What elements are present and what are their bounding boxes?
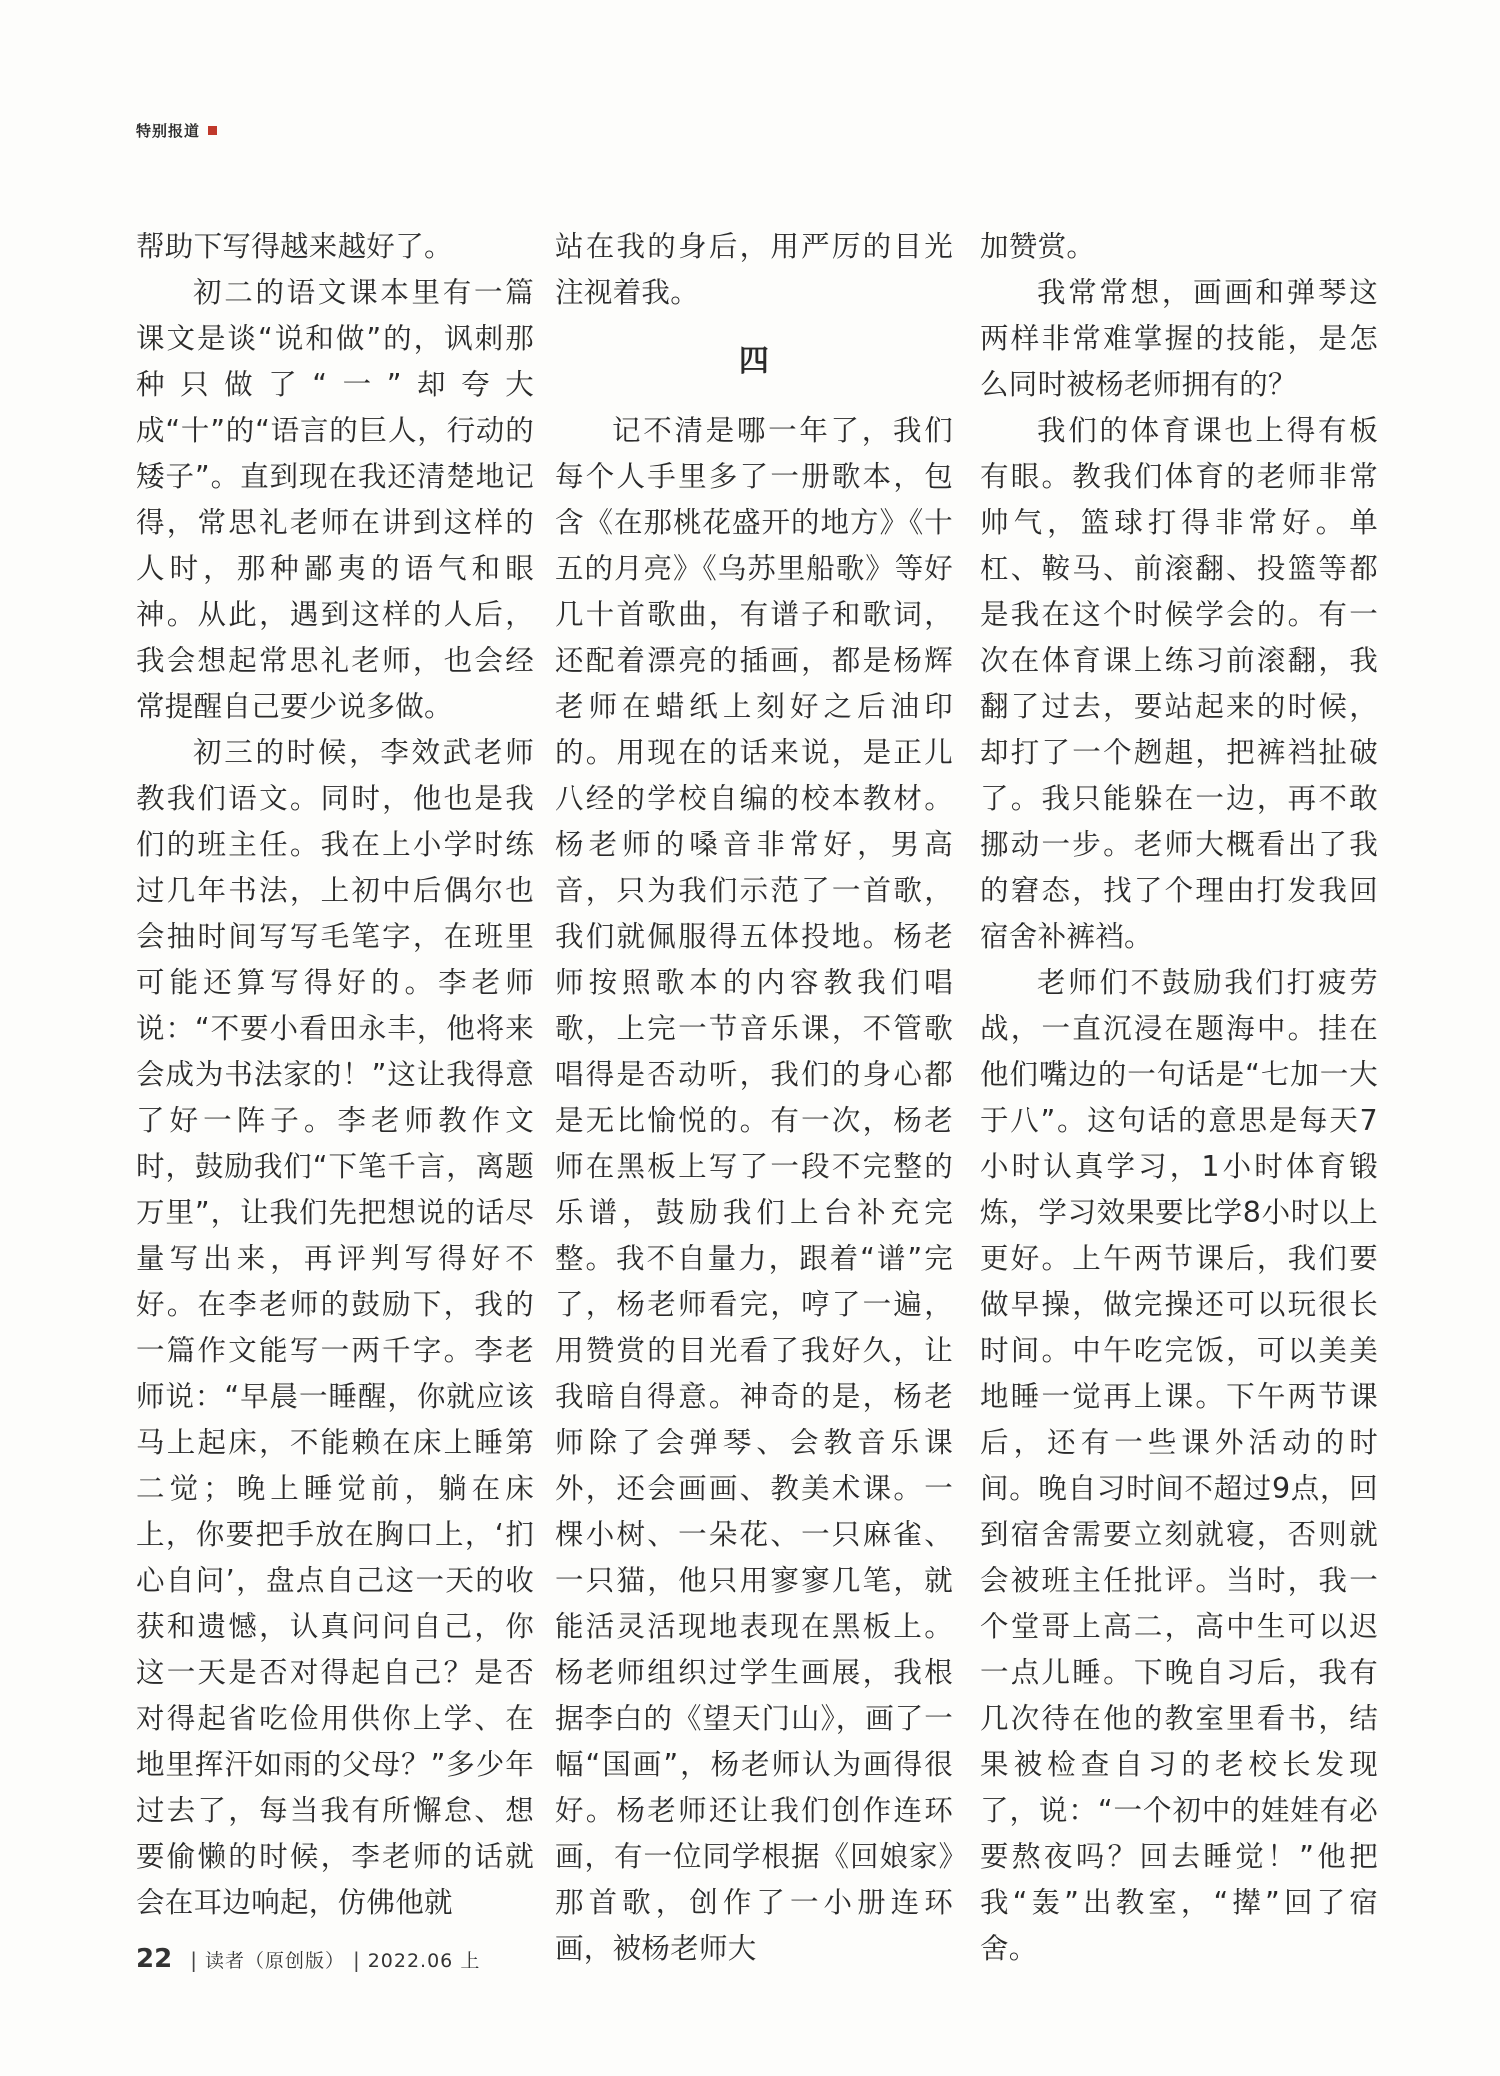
page-number: 22 <box>136 1944 173 1974</box>
paragraph: 加赞赏。 <box>980 230 1096 263</box>
issue-date: 2022.06 上 <box>367 1950 481 1972</box>
text-column-1 <box>136 224 534 1926</box>
paragraph: 初三的时候，李效武老师教我们语文。同时，他也是我们的班主任。我在上小学时练过几年书法，上初中后偶尔也会抽时间写写毛笔字，在班里可能还算写得好的。李老师说：“不要小看田永丰，他将来会成为书法家的！”这让我得意了好一阵子。李老师教作文时，鼓励我们“下笔千言，离题万里”，让我们先把想说的话尽量写出来，再评判写得好不好。在李老师的鼓励下，我的一篇作文能写一两千字。李老师说：“早晨一睡醒，你就应该马上起床，不能赖在床上睡第二觉；晚上睡觉前，躺在床上，你要把手放在胸口上，‘扪心自问’，盘点自己这一天的收获和遗憾，认真问问自己，你这一天是否对得起自己？是否对得起省吃俭用供你上学、在地里挥汗如雨的父母？”多少年过去了，每当我有所懈怠、想要偷懒的时候，李老师的话就会在耳边响起，仿佛他就 <box>136 736 534 1919</box>
paragraph: 初二的语文课本里有一篇课文是谈“说和做”的，讽刺那种只做了“一”却夸大成“十”的“语言的巨人，行动的矮子”。直到现在我还清楚地记得，常思礼老师在讲到这样的人时，那种鄙夷的语气和眼神。从此，遇到这样的人后，我会想起常思礼老师，也会经常提醒自己要少说多做。 <box>136 276 534 723</box>
footer-separator: | <box>352 1948 360 1972</box>
paragraph: 帮助下写得越来越好了。 <box>136 230 453 263</box>
page-footer <box>136 1944 480 1974</box>
section-label: 特别报道 <box>136 122 201 140</box>
text-column-2 <box>555 224 953 1972</box>
paragraph: 我常常想，画画和弹琴这两样非常难掌握的技能，是怎么同时被杨老师拥有的？ <box>980 276 1378 401</box>
paragraph: 记不清是哪一年了，我们每个人手里多了一册歌本，包含《在那桃花盛开的地方》《十五的月亮》《乌苏里船歌》等好几十首歌曲，有谱子和歌词，还配着漂亮的插画，都是杨辉老师在蜡纸上刻好之后油印的。用现在的话来说，是正儿八经的学校自编的校本教材。杨老师的嗓音非常好，男高音，只为我们示范了一首歌，我们就佩服得五体投地。杨老师按照歌本的内容教我们唱歌，上完一节音乐课，不管歌唱得是否动听，我们的身心都是无比愉悦的。有一次，杨老师在黑板上写了一段不完整的乐谱，鼓励我们上台补充完整。我不自量力，跟着“谱”完了，杨老师看完，哼了一遍，用赞赏的目光看了我好久，让我暗自得意。神奇的是，杨老师除了会弹琴、会教音乐课外，还会画画、教美术课。一棵小树、一朵花、一只麻雀、一只猫，他只用寥寥几笔，就能活灵活现地表现在黑板上。杨老师组织过学生画展，我根据李白的《望天门山》，画了一幅“国画”，杨老师认为画得很好。杨老师还让我们创作连环画，有一位同学根据《回娘家》那首歌，创作了一小册连环画，被杨老师大 <box>555 414 953 1965</box>
red-square-icon <box>208 126 217 135</box>
section-number-heading: 四 <box>738 344 770 379</box>
publication-name: 读者（原创版） <box>204 1950 345 1972</box>
text-column-3 <box>980 224 1378 1972</box>
section-header <box>136 120 217 141</box>
paragraph: 老师们不鼓励我们打疲劳战，一直沉浸在题海中。挂在他们嘴边的一句话是“七加一大于八”。这句话的意思是每天7小时认真学习，1小时体育锻炼，学习效果要比学8小时以上更好。上午两节课后，我们要做早操，做完操还可以玩很长时间。中午吃完饭，可以美美地睡一觉再上课。下午两节课后，还有一些课外活动的时间。晚自习时间不超过9点，回到宿舍需要立刻就寝，否则就会被班主任批评。当时，我一个堂哥上高二，高中生可以迟一点儿睡。下晚自习后，我有几次待在他的教室里看书，结果被检查自习的老校长发现了，说：“一个初中的娃娃有必要熬夜吗？回去睡觉！”他把我“轰”出教室，“撵”回了宿舍。 <box>980 966 1378 1965</box>
paragraph: 站在我的身后，用严厉的目光注视着我。 <box>555 230 953 309</box>
paragraph: 我们的体育课也上得有板有眼。教我们体育的老师非常帅气，篮球打得非常好。单杠、鞍马、前滚翻、投篮等都是我在这个时候学会的。有一次在体育课上练习前滚翻，我翻了过去，要站起来的时候，却打了一个趔趄，把裤裆扯破了。我只能躲在一边，再不敢挪动一步。老师大概看出了我的窘态，找了个理由打发我回宿舍补裤裆。 <box>980 414 1378 953</box>
footer-separator: | <box>190 1948 197 1972</box>
